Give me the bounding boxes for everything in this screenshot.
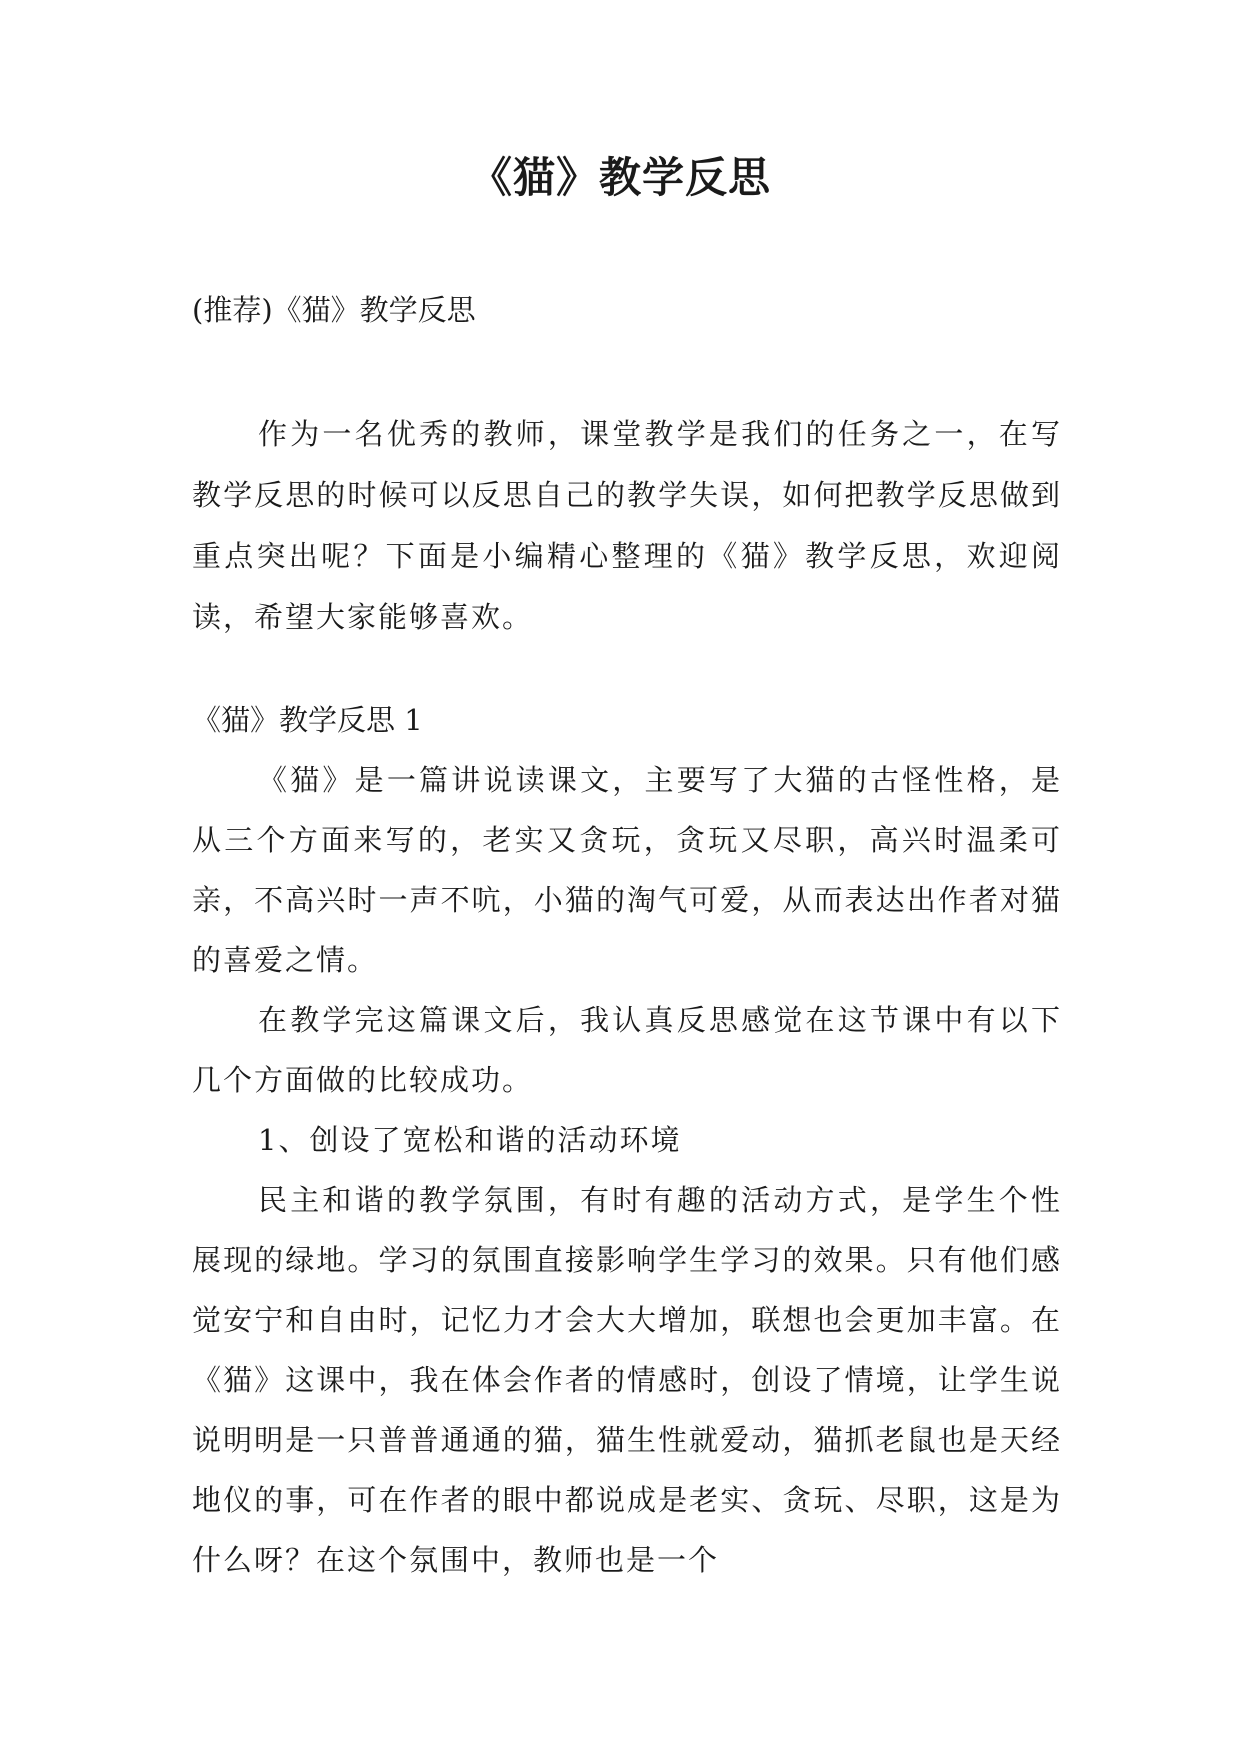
body-paragraph-atmosphere: 民主和谐的教学氛围，有时有趣的活动方式，是学生个性展现的绿地。学习的氛围直接影响学生学习的效果。只有他们感觉安宁和自由时，记忆力才会大大增加，联想也会更加丰富。在《猫》这课中，我在体会作者的情感时，创设了情境，让学生说说明明是一只普普通通的猫，猫生性就爱动，猫抓老鼠也是天经地仪的事，可在作者的眼中都说成是老实、贪玩、尽职，这是为什么呀？在这个氛围中，教师也是一个 — [192, 1183, 1062, 1577]
section-body — [192, 750, 1062, 1590]
intro-paragraph: 作为一名优秀的教师，课堂教学是我们的任务之一，在写教学反思的时候可以反思自己的教学失误，如何把教学反思做到重点突出呢？下面是小编精心整理的《猫》教学反思，欢迎阅读，希望大家能够喜欢。 — [192, 417, 1062, 634]
section-heading: 《猫》教学反思 1 — [192, 703, 423, 737]
document-subtitle: (推荐)《猫》教学反思 — [192, 293, 476, 327]
body-paragraph-reflection: 在教学完这篇课文后，我认真反思感觉在这节课中有以下几个方面做的比较成功。 — [192, 1003, 1062, 1097]
body-paragraph-summary: 《猫》是一篇讲说读课文，主要写了大猫的古怪性格，是从三个方面来写的，老实又贪玩，贪玩又尽职，高兴时温柔可亲，不高兴时一声不吭，小猫的淘气可爱，从而表达出作者对猫的喜爱之情。 — [192, 763, 1062, 977]
body-subheading-1: 1、创设了宽松和谐的活动环境 — [258, 1123, 682, 1157]
document-title: 《猫》教学反思 — [469, 153, 771, 202]
